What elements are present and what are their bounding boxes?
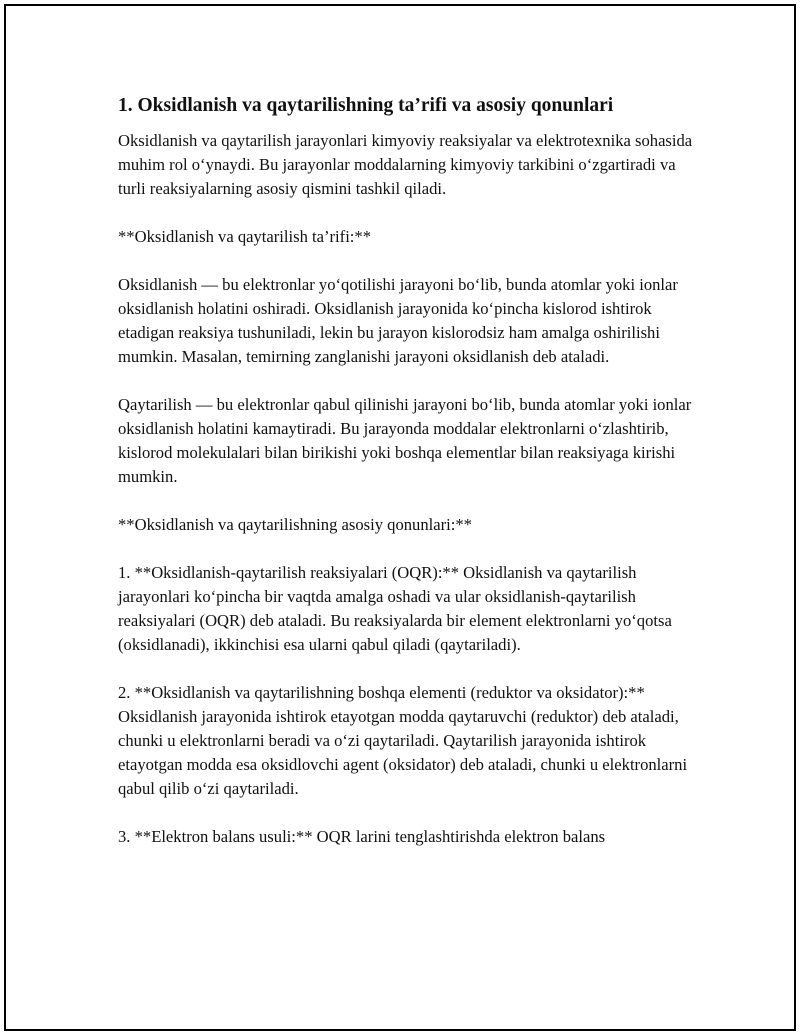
- paragraph-definition-title: **Oksidlanish va qaytarilish ta’rifi:**: [118, 227, 372, 246]
- paragraph-law-3: 3. **Elektron balans usuli:** OQR larini tenglashtirishda elektron balans: [118, 827, 606, 846]
- paragraph-reduction: Qaytarilish — bu elektronlar qabul qilinishi jarayoni bo‘lib, bunda atomlar yoki ionlar oksidlanish holatini kamaytiradi. Bu jarayonda moddalar elektronlarni o‘zlashtirib, kislorod molekulalari bilan birikishi yoki boshqa elementlar bilan reaksiyaga kirishi mumkin.: [118, 395, 692, 486]
- paragraph-law-1: 1. **Oksidlanish-qaytarilish reaksiyalari (OQR):** Oksidlanish va qaytarilish jarayonlari ko‘pincha bir vaqtda amalga oshadi va ular oksidlanish-qaytarilish reaksiyalari (OQR) deb ataladi. Bu reaksiyalarda bir element elektronlarni yo‘qotsa (oksidlanadi), ikkinchisi esa ularni qabul qiladi (qaytariladi).: [118, 563, 672, 654]
- paragraph-intro: Oksidlanish va qaytarilish jarayonlari kimyoviy reaksiyalar va elektrotexnika sohasida muhim rol o‘ynaydi. Bu jarayonlar moddalarning kimyoviy tarkibini o‘zgartiradi va turli reaksiyalarning asosiy qismini tashkil qiladi.: [118, 131, 693, 198]
- paragraph-oxidation: Oksidlanish — bu elektronlar yo‘qotilishi jarayoni bo‘lib, bunda atomlar yoki ionlar oksidlanish holatini oshiradi. Oksidlanish jarayonida ko‘pincha kislorod ishtirok etadigan reaksiya tushuniladi, lekin bu jarayon kislorodsiz ham amalga oshirilishi mumkin. Masalan, temirning zanglanishi jarayoni oksidlanish deb ataladi.: [118, 275, 678, 366]
- document-body: [118, 92, 693, 873]
- paragraph-laws-title: **Oksidlanish va qaytarilishning asosiy qonunlari:**: [118, 515, 472, 534]
- paragraph-law-2: 2. **Oksidlanish va qaytarilishning boshqa elementi (reduktor va oksidator):** Oksidlanish jarayonida ishtirok etayotgan modda qaytaruvchi (reduktor) deb ataladi, chunki u elektronlarni beradi va o‘zi qaytariladi. Qaytarilish jarayonida ishtirok etayotgan modda esa oksidlovchi agent (oksidator) deb ataladi, chunki u elektronlarni qabul qilib o‘zi qaytariladi.: [118, 683, 688, 798]
- section-heading: 1. Oksidlanish va qaytarilishning ta’rifi va asosiy qonunlari: [118, 95, 614, 116]
